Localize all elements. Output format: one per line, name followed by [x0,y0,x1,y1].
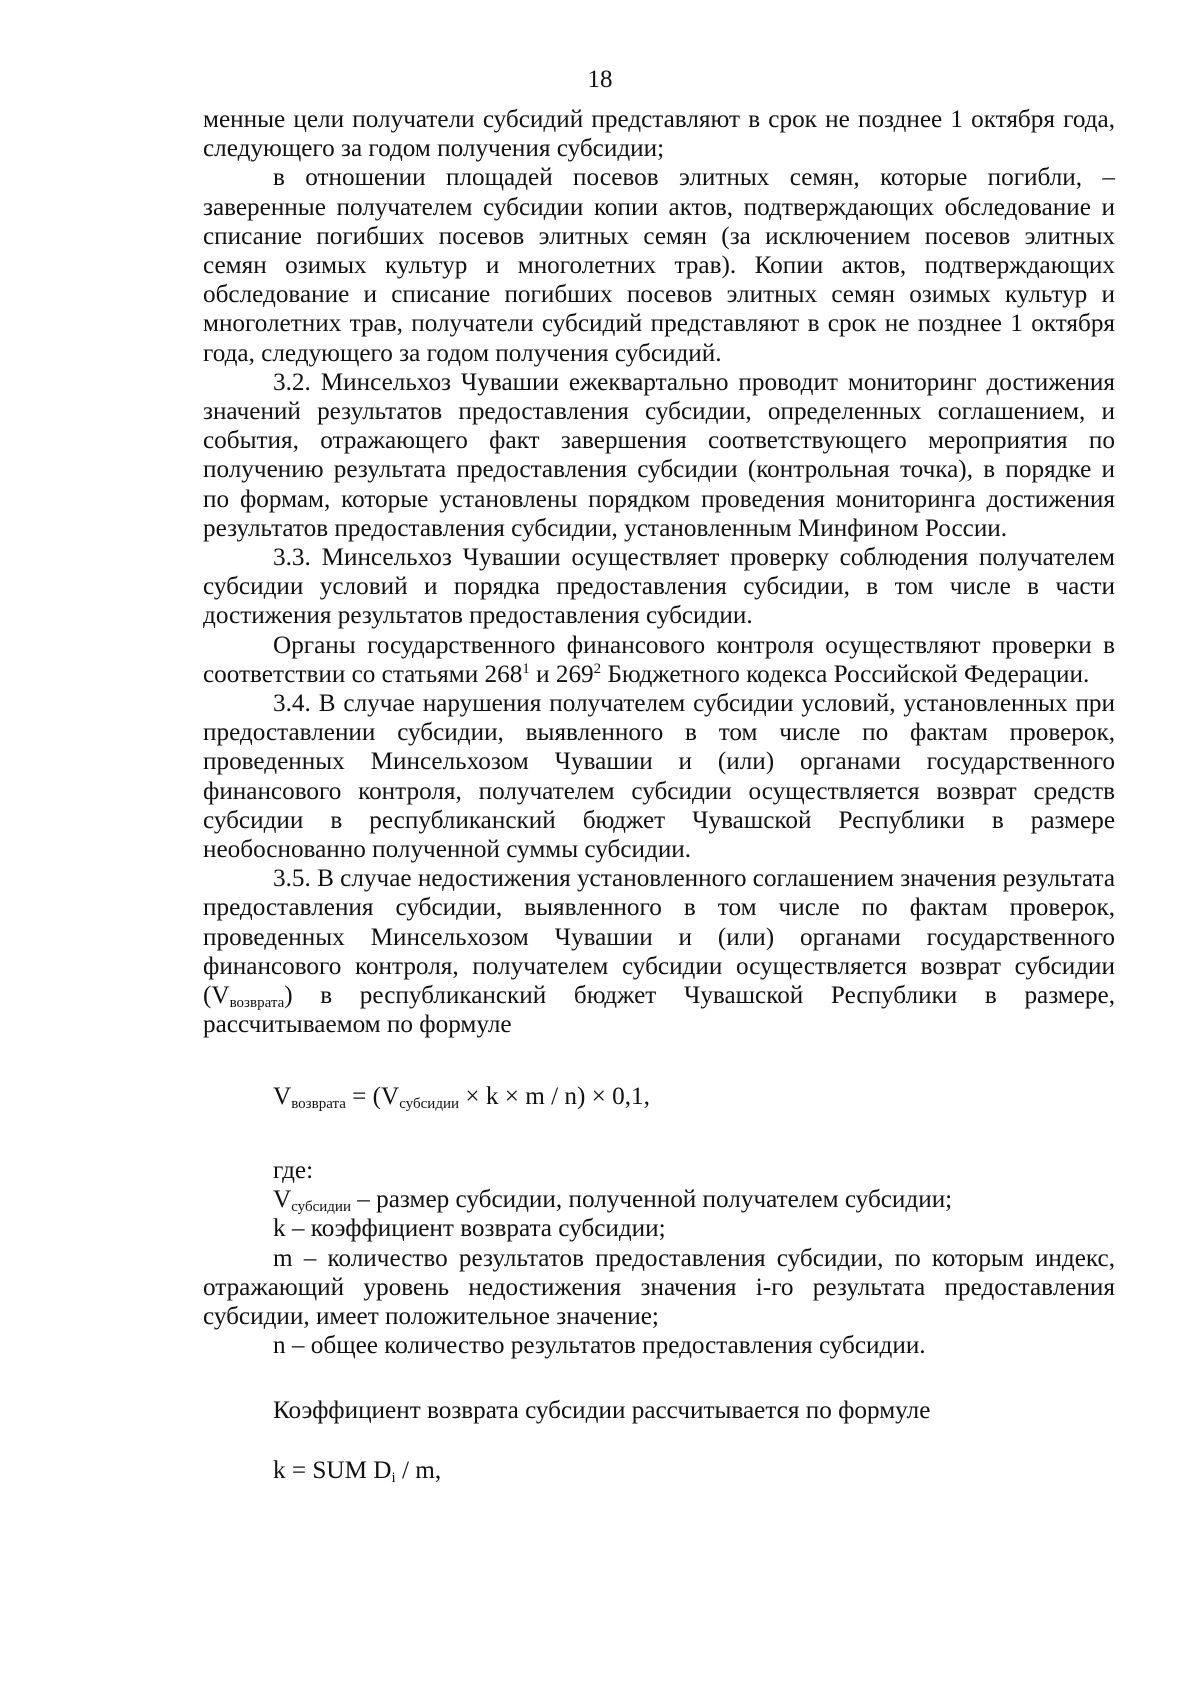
paragraph-3-2: 3.2. Минсельхоз Чувашии ежеквартально проводит мониторинг достижения значений результатов предоставления субсидии, определенных соглашением, и события, отражающего факт завершения соответствующего мероприятия по получению результата предоставления субсидии (контрольная точка), в порядке и по формам, которые установлены порядком проведения мониторинга достижения результатов предоставления субсидии, установленным Минфином России. [203,368,1115,542]
paragraph-3-4: 3.4. В случае нарушения получателем субсидии условий, установленных при предоставлении субсидии, выявленного в том числе по фактам проверок, проведенных Минсельхозом Чувашии и (или) органами государственного финансового контроля, получателем субсидии осуществляется возврат средств субсидии в республиканский бюджет Чувашской Республики в размере необоснованно полученной суммы субсидии. [203,690,1115,864]
formula-rest: × k × m / n) × 0,1, [459,1083,650,1110]
formula-sub-return: возврата [291,1096,346,1112]
definition-v [203,1185,1115,1214]
paragraph-3-3: 3.3. Минсельхоз Чувашии осуществляет проверку соблюдения получателем субсидии условий и порядка предоставления субсидии, в том числе в части достижения результатов предоставления субсидии. [203,544,1115,630]
coef-formula-before: k = SUM D [273,1457,392,1484]
p35-text-after: ) в республиканский бюджет Чувашской Республики в размере, рассчитываемом по формуле [203,982,1115,1039]
page-number: 18 [587,66,613,93]
article-269-superscript: 2 [593,660,602,677]
definition-k: k – коэффициент возврата субсидии; [273,1215,666,1243]
control-text-after: Бюджетного кодекса Российской Федерации. [601,660,1090,688]
formula-sub-subsidy: субсидии [399,1096,460,1112]
paragraph-elite-seeds: в отношении площадей посевов элитных семян, которые погибли, – заверенные получателем субсидии копии актов, подтверждающих обследование и списание погибших посевов элитных семян (за исключением посевов элитных семян озимых культур и многолетних трав). Копии актов, подтверждающих обследование и списание погибших посевов элитных семян озимых культур и многолетних трав, получатели субсидий представляют в срок не позднее 1 октября года, следующего за годом получения субсидий. [203,164,1115,367]
paragraph-3-5 [203,864,1115,1039]
where-label: где: [273,1157,314,1184]
coefficient-formula [273,1456,441,1486]
control-text-before: Органы государственного финансового контроля осуществляют проверки в соответствии со статьями 268 [203,631,1115,688]
paragraph-financial-control [203,631,1115,689]
paragraph-continuation: менные цели получатели субсидий представляют в срок не позднее 1 октября года, следующего за годом получения субсидии; [203,106,1115,163]
definition-m: m – количество результатов предоставления субсидии, по которым индекс, отражающий уровень недостижения значения i-го результата предоставления субсидии, имеет положительное значение; [203,1244,1115,1331]
p35-subscript: возврата [229,995,285,1012]
formula-v: V [273,1083,292,1110]
definition-n: n – общее количество результатов предоставления субсидии. [273,1332,926,1360]
control-text-mid: и 269 [529,660,594,688]
coefficient-text: Коэффициент возврата субсидии рассчитывается по формуле [273,1397,931,1424]
definition-v-subscript: субсидии [291,1199,351,1216]
definitions-block [203,1156,1115,1360]
article-268-superscript: 1 [522,660,530,677]
return-formula [273,1082,650,1112]
formula-mid: = (V [345,1083,400,1110]
coef-formula-subscript: i [391,1470,396,1486]
coef-formula-after: / m, [395,1457,442,1484]
body-text [203,105,1115,1040]
definition-v-text: – размер субсидии, полученной получателем субсидии; [350,1186,953,1214]
definition-v-symbol: V [273,1186,292,1214]
p35-text-before: 3.5. В случае недостижения установленного соглашением значения результата предоставления субсидии, выявленного в том числе по фактам проверок, проведенных Минсельхозом Чувашии и (или) органами государственного финансового контроля, получателем субсидии осуществляется возврат субсидии (V [203,865,1115,1010]
